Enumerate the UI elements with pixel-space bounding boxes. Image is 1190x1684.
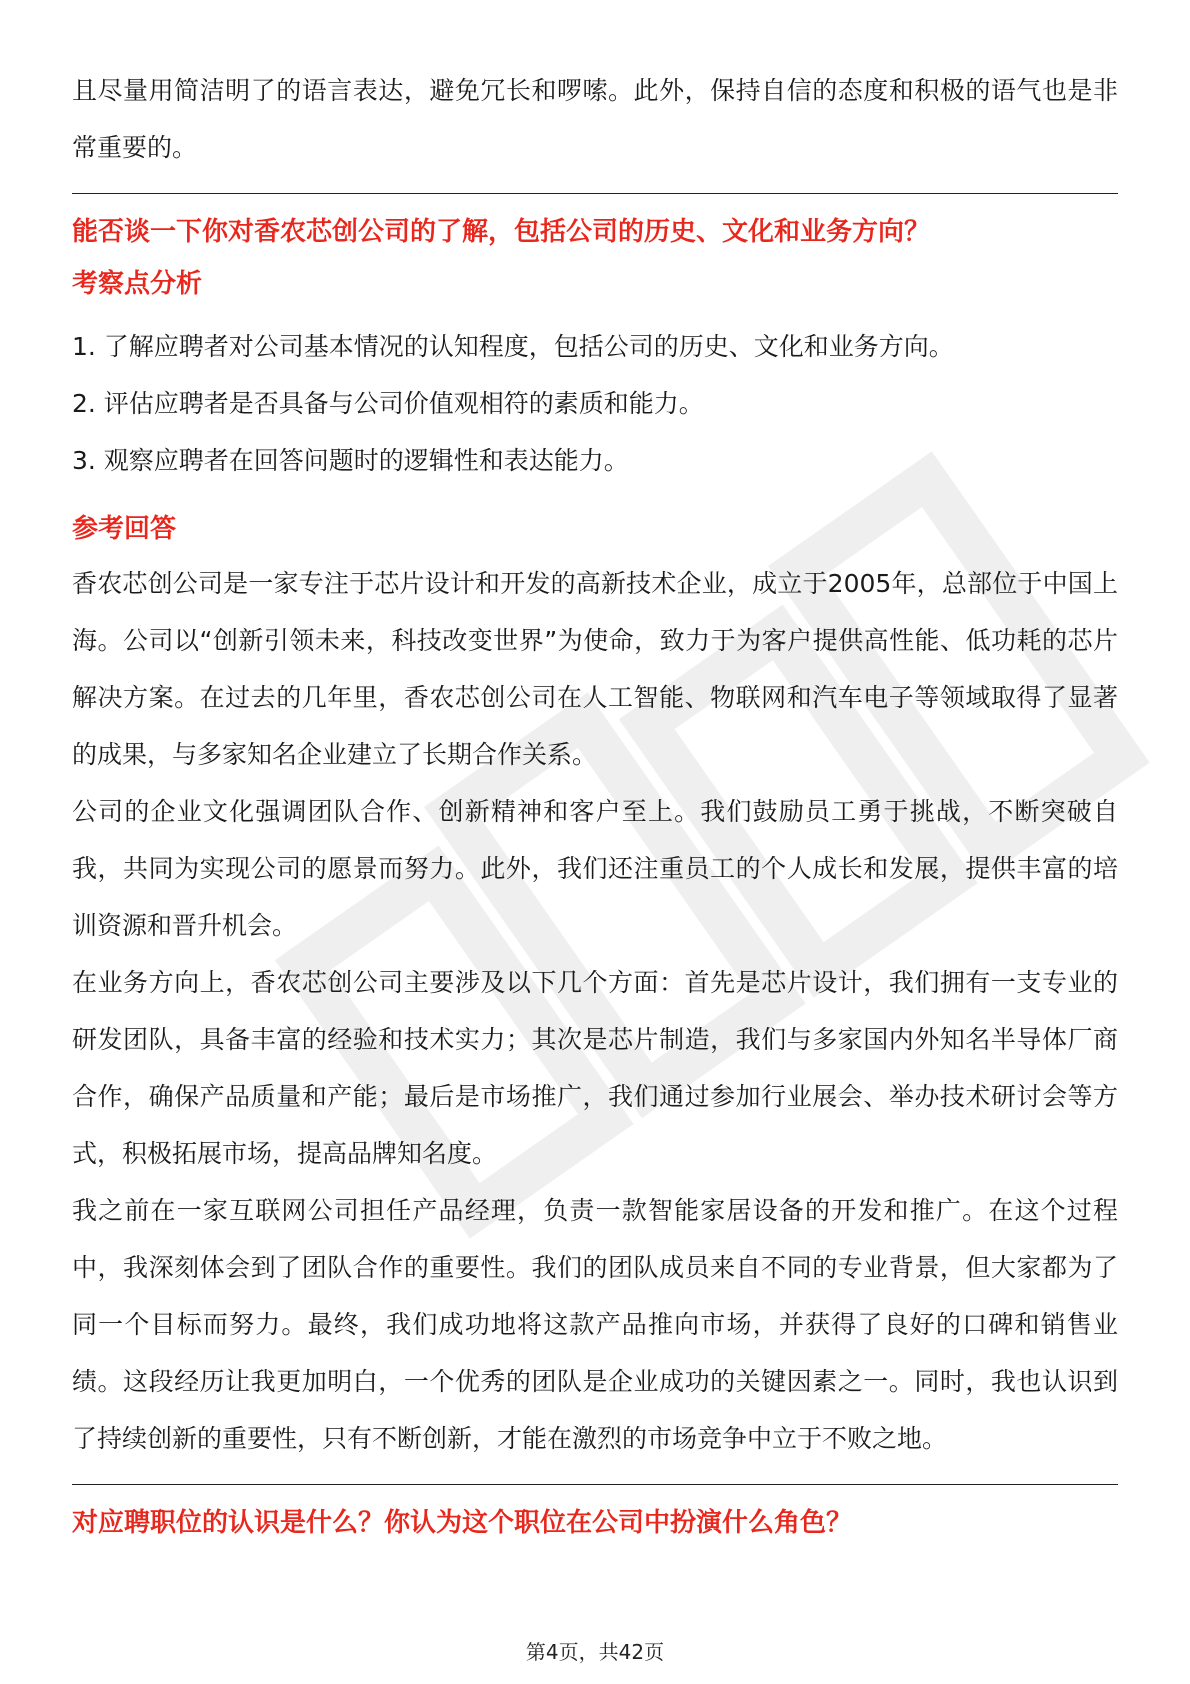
section-divider — [72, 193, 1118, 194]
page-number: 第4页，共42页 — [525, 1640, 665, 1664]
intro-paragraph: 且尽量用简洁明了的语言表达，避免冗长和啰嗦。此外，保持自信的态度和积极的语气也是非常重要的。 — [72, 76, 1118, 162]
answer-paragraph: 香农芯创公司是一家专注于芯片设计和开发的高新技术企业，成立于2005年，总部位于中国上海。公司以“创新引领未来，科技改变世界”为使命，致力于为客户提供高性能、低功耗的芯片解决方案。在过去的几年里，香农芯创公司在人工智能、物联网和汽车电子等领域取得了显著的成果，与多家知名企业建立了长期合作关系。 — [72, 569, 1118, 769]
analysis-item: 2. 评估应聘者是否具备与公司价值观相符的素质和能力。 — [72, 389, 704, 418]
answer-heading: 参考回答 — [72, 514, 177, 544]
section-divider — [72, 1484, 1118, 1485]
analysis-item: 1. 了解应聘者对公司基本情况的认知程度，包括公司的历史、文化和业务方向。 — [72, 332, 954, 361]
analysis-heading: 考察点分析 — [72, 269, 203, 299]
answer-paragraph: 我之前在一家互联网公司担任产品经理，负责一款智能家居设备的开发和推广。在这个过程中，我深刻体会到了团队合作的重要性。我们的团队成员来自不同的专业背景，但大家都为了同一个目标而努力。最终，我们成功地将这款产品推向市场，并获得了良好的口碑和销售业绩。这段经历让我更加明白，一个优秀的团队是企业成功的关键因素之一。同时，我也认识到了持续创新的重要性，只有不断创新，才能在激烈的市场竞争中立于不败之地。 — [72, 1196, 1118, 1453]
answer-paragraph: 在业务方向上，香农芯创公司主要涉及以下几个方面：首先是芯片设计，我们拥有一支专业的研发团队，具备丰富的经验和技术实力；其次是芯片制造，我们与多家国内外知名半导体厂商合作，确保产品质量和产能；最后是市场推广，我们通过参加行业展会、举办技术研讨会等方式，积极拓展市场，提高品牌知名度。 — [72, 968, 1118, 1168]
question-title: 对应聘职位的认识是什么？你认为这个职位在公司中扮演什么角色？ — [72, 1508, 853, 1538]
question-title: 能否谈一下你对香农芯创公司的了解，包括公司的历史、文化和业务方向？ — [72, 217, 931, 247]
page-content — [72, 62, 1118, 1549]
answer-paragraph: 公司的企业文化强调团队合作、创新精神和客户至上。我们鼓励员工勇于挑战，不断突破自我，共同为实现公司的愿景而努力。此外，我们还注重员工的个人成长和发展，提供丰富的培训资源和晋升机会。 — [72, 797, 1118, 940]
analysis-item: 3. 观察应聘者在回答问题时的逻辑性和表达能力。 — [72, 446, 629, 475]
